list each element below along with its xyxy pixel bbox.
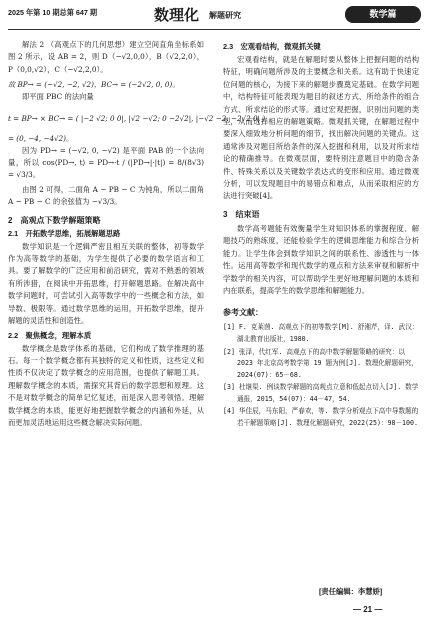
issue-info: 2025 年第 10 期总第 647 期 bbox=[8, 8, 98, 17]
section-logo: 数学篇 bbox=[345, 6, 421, 23]
conclusion-body: 数学高考题能有效衡量学生对知识体系的掌握程度、解题技巧的熟练度，还能检验学生的逻辑思维能力和综合分析能力。让学生体会到数学知识之间的联系性、渗透性与一体性。运用高等数学和现代数学的观点和方法来审视和解析中学数学的相关内容，可以帮助学生更好地理解问题的本质和内在联系，提高学生的数学思维和解题能力。 bbox=[223, 223, 419, 295]
responsible-editor: [责任编辑：李慧娇] bbox=[319, 587, 383, 596]
vector-bp-bc: 故 BP→ = (−√2, −2, √2)，BC→ = (−2√2, 0, 0)。 bbox=[8, 80, 180, 90]
reference-item: [1] F. 克莱茵. 高观点下的初等数学[M]. 舒湘芹，译. 武汉：湖北教育出版社，1980. bbox=[223, 323, 419, 343]
cosine-computation: 因为 PD→ = (−√2, 0, −√2) 是平面 PAB 的一个法向量，所以 cos⟨PD→, t⟩ = PD→·t / (|PD→|·|t|) = 8/(8√3) = √3/3。 bbox=[8, 145, 204, 180]
reference-item: [3] 杜继渠. 例谈数学解题的高观点立意和低起点切入[J]. 数学通报，2015，54(07)：44－47，54. bbox=[223, 383, 419, 403]
cross-product-formula: t = BP→ × BC→ = ( |−2 √2; 0 0|, |√2 −√2; 0 −2√2|, |−√2 −2; −2√2 0| ) bbox=[8, 113, 266, 123]
section-2-1-body: 数学知识是一个逻辑严密且相互关联的整体，初等数学作为高等数学的基础，为学生提供了必要的数学语言和工具。要了解数学的广泛应用和前沿研究，需对不熟悉的领域有所涉猎，在阅读中开拓思维，打开解题思路。在解决高中数学问题时，可尝试引入高等数学中的一些概念和方法，如导数、极限等。通过数学思维的运用，开拓数学思维，提升解题的灵活性和创造性。 bbox=[8, 241, 204, 326]
journal-masthead: 数理化 bbox=[154, 7, 200, 24]
section-2-1-heading: 2.1 开拓数学思维，拓展解题思路 bbox=[8, 228, 121, 238]
header-rule bbox=[8, 29, 420, 30]
column-name: 解题研究 bbox=[209, 11, 241, 20]
section-2-3-heading: 2.3 宏观看结构，微观抓关键 bbox=[223, 42, 321, 51]
reference-item: [2] 张泽，代红军. 高观点下的高中数学解题策略的研究：以 2023 年北京高考数学第 19 题为例[J]. 数理化解题研究，2024(07)：65－68. bbox=[223, 347, 418, 379]
reference-item: [4] 华佳辰，马东阳，严春欢，等. 数学分析观点下高中导数题的若干解题策略[J]. 数理化解题研究，2022(25)：98－100. bbox=[223, 407, 419, 428]
section-2-heading: 2 高观点下数学解题策略 bbox=[8, 215, 101, 225]
normal-vector-label: 即平面 PBC 的法向量 bbox=[22, 92, 94, 102]
section-2-3-body: 宏观看结构，就是在解题时要从整体上把握问题的结构特征，明确问题所涉及的主要概念和关系。这有助于快速定位问题的核心，为接下来的解题步骤奠定基础。在数学问题中，结构特征可能表现为题目的叙述方式、所给条件的组合方式、所求结论的形式等。通过宏观把握，识别出问题的类型，从而选择相应的解题策略。微观抓关键，在解题过程中要深入细致地分析问题的细节，找出解决问题的关键点。这通常涉及对题目所给条件的深入挖掘和利用，以及对所求结论的精确推导。在微观层面，要特别注意题目中的隐含条件、特殊关系以及关键数学表达式的变形和应用。通过微观分析，可以发现题目中的易错点和难点，从而采取相应的方法进行突破[4]。 bbox=[223, 55, 419, 201]
right-column bbox=[223, 39, 419, 431]
section-2-2-heading: 2.2 聚焦概念，理解本质 bbox=[8, 330, 92, 340]
page-header bbox=[0, 0, 427, 32]
page-number: — 21 — bbox=[353, 605, 383, 614]
section-3-heading: 3 结束语 bbox=[223, 209, 260, 219]
references-title: 参考文献： bbox=[223, 308, 263, 318]
cross-product-result: = (0, −4, −4√2)。 bbox=[8, 133, 74, 143]
section-2-2-body: 数学概念是数学体系的基础，它们构成了数学推理的基石。每一个数学概念都有其独特的定义和性质，这些定义和性质不仅决定了数学概念的应用范围，也提供了解题工具。理解数学概念的本质，需探究其背后的数学思想和原理。这不是对数学概念的简单记忆复述，而是深入思考领悟。理解数学概念的本质，能更好地把握数学概念的内涵和外延，从而更加灵活地运用这些概念解决实际问题。 bbox=[8, 343, 204, 427]
solution-2-intro: 解法 2 （高观点下的几何思想）建立空间直角坐标系如图 2 所示，设 AB = 2，则 D（−√2,0,0），B（√2,2,0），P（0,0,√2），C（−√2,2,0）。 bbox=[8, 40, 204, 74]
dihedral-conclusion: 由图 2 可得，二面角 A − PB − C 为钝角，所以二面角 A − PB − C 的余弦值为 −√3/3。 bbox=[8, 184, 204, 207]
